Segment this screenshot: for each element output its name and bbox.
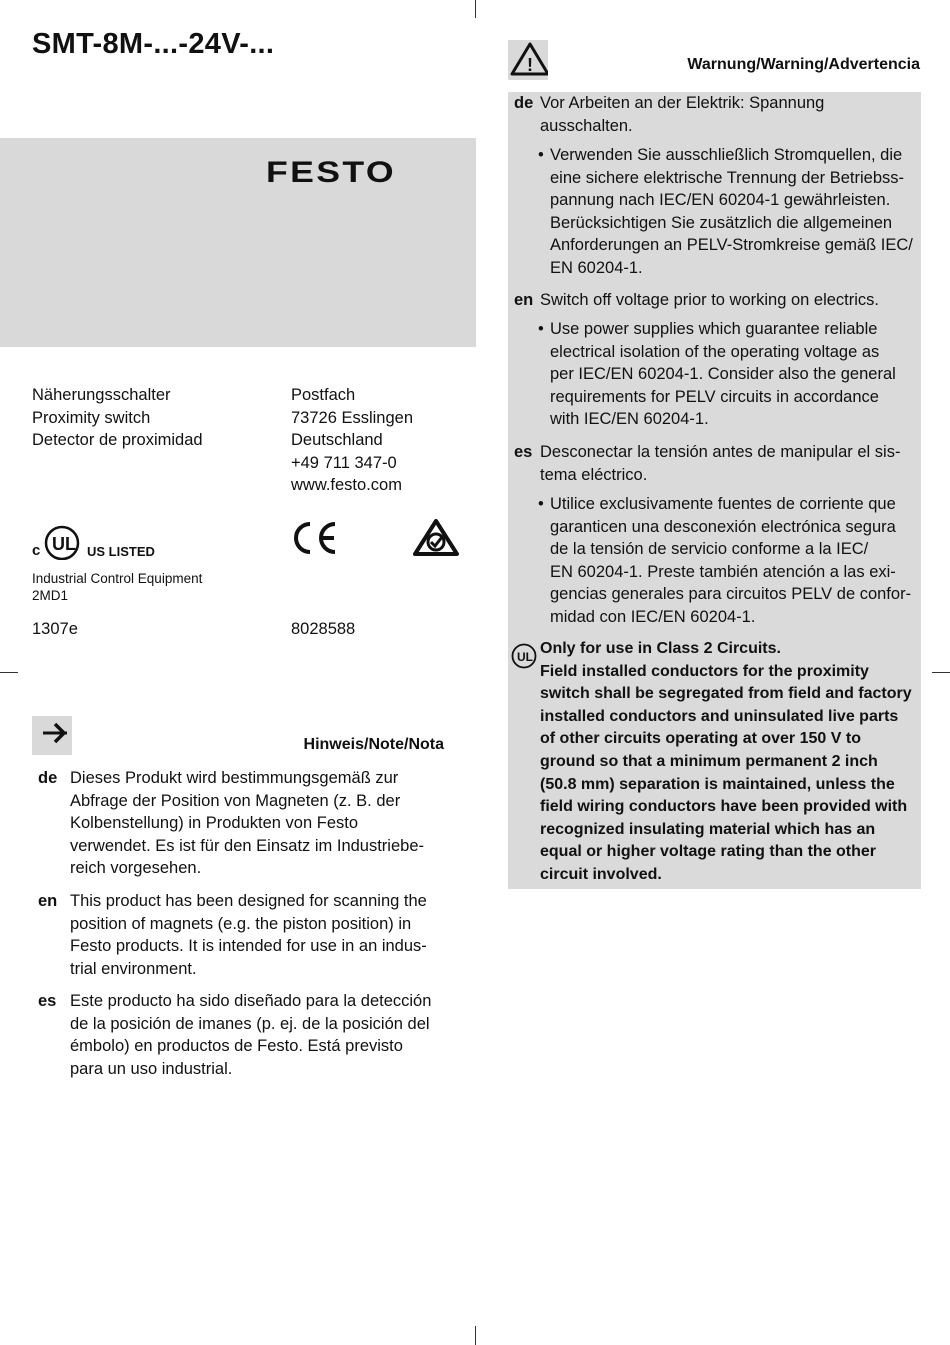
crop-mark-left bbox=[0, 672, 18, 673]
lang-label-en: en bbox=[514, 291, 534, 309]
equipment-category: Industrial Control Equipment bbox=[32, 571, 203, 586]
note-de-line: Kolbenstellung) in Produkten von Festo bbox=[70, 814, 359, 833]
ul-statement-line: Field installed conductors for the proximity bbox=[540, 662, 869, 680]
svg-text:US LISTED: US LISTED bbox=[87, 544, 155, 559]
warning-es-bullet-line: de la tensión de servicio conforme a la IEC/ bbox=[550, 540, 869, 559]
address-line: Postfach bbox=[291, 386, 356, 404]
warning-de-bullet-line: pannung nach IEC/EN 60204-1 gewährleisten. bbox=[550, 191, 891, 210]
warning-es-bullet-line: EN 60204-1. Preste también atención a las exi- bbox=[550, 562, 896, 581]
note-de-line: reich vorgesehen. bbox=[70, 859, 202, 878]
note-en-line: This product has been designed for scanning the bbox=[70, 892, 427, 910]
ul-statement-line: Only for use in Class 2 Circuits. bbox=[540, 640, 781, 657]
cover-band bbox=[0, 138, 476, 347]
crop-mark-top bbox=[475, 0, 476, 18]
doc-number: 8028588 bbox=[291, 620, 356, 638]
note-es-line: para un uso industrial. bbox=[70, 1059, 233, 1078]
svg-text:UL: UL bbox=[52, 534, 76, 554]
warning-de-line: Vor Arbeiten an der Elektrik: Spannung bbox=[540, 94, 825, 112]
ul-statement-line: ground so that a minimum permanent 2 inch bbox=[540, 752, 878, 770]
note-icon-box bbox=[32, 716, 72, 755]
ul-small-icon bbox=[511, 643, 537, 669]
note-de-line: Dieses Produkt wird bestimmungsgemäß zur bbox=[70, 769, 399, 787]
warning-en-bullet-line: with IEC/EN 60204-1. bbox=[550, 410, 709, 429]
note-en-line: Festo products. It is intended for use in an indus- bbox=[70, 937, 427, 956]
warning-icon-box bbox=[508, 40, 548, 80]
ul-statement bbox=[540, 638, 918, 887]
lang-label-es: es bbox=[514, 443, 533, 461]
note-es-line: de la posición de imanes (p. ej. de la posición del bbox=[70, 1014, 430, 1033]
warning-en-bullet-line: electrical isolation of the operating voltage as bbox=[550, 342, 880, 361]
rcm-compliance-icon bbox=[412, 518, 460, 558]
crop-mark-right bbox=[932, 672, 950, 673]
ul-listed-mark bbox=[32, 520, 162, 560]
ul-statement-line: field wiring conductors have been provided with bbox=[540, 798, 908, 816]
address-website: www.festo.com bbox=[291, 476, 402, 494]
arrow-right-icon bbox=[32, 716, 72, 755]
ul-statement-line: switch shall be segregated from field and factory bbox=[540, 685, 912, 703]
ce-mark bbox=[291, 520, 339, 556]
warning-de-bullet-line: EN 60204-1. bbox=[550, 258, 643, 277]
warning-es-bullet-line: midad con IEC/EN 60204-1. bbox=[550, 607, 756, 626]
note-es-line: émbolo) en productos de Festo. Está previsto bbox=[70, 1037, 403, 1056]
warning-de-bullet-line: Verwenden Sie ausschließlich Stromquellen, die bbox=[550, 146, 903, 164]
warning-en-bullet-line: Use power supplies which guarantee reliable bbox=[550, 320, 878, 338]
lang-label-de: de bbox=[514, 94, 534, 112]
ul-statement-line: recognized insulating material which has an bbox=[540, 820, 876, 838]
svg-text:UL: UL bbox=[517, 650, 533, 664]
bullet-marker: • bbox=[538, 320, 544, 338]
equipment-code: 2MD1 bbox=[32, 588, 69, 603]
address-phone: +49 711 347-0 bbox=[291, 454, 397, 472]
ul-statement-line: (50.8 mm) separation is maintained, unless the bbox=[540, 775, 895, 793]
bullet-marker: • bbox=[538, 495, 544, 513]
warning-es-line: tema eléctrico. bbox=[540, 465, 648, 484]
warning-de-bullet-line: Berücksichtigen Sie zusätzlich die allgemeinen bbox=[550, 213, 893, 232]
warning-en-line: Switch off voltage prior to working on electrics. bbox=[540, 291, 880, 309]
ul-statement-line: installed conductors and uninsulated live parts bbox=[540, 707, 899, 725]
note-heading: Hinweis/Note/Nota bbox=[303, 736, 444, 753]
warning-es-line: Desconectar la tensión antes de manipular el sis- bbox=[540, 443, 901, 461]
product-name-de: Näherungsschalter bbox=[32, 386, 171, 404]
address-line: 73726 Esslingen bbox=[291, 409, 414, 427]
product-title: SMT-8M-...-24V-... bbox=[32, 28, 275, 60]
product-name-en: Proximity switch bbox=[32, 409, 151, 427]
lang-label-es: es bbox=[38, 992, 57, 1010]
note-de-line: Abfrage der Position von Magneten (z. B. der bbox=[70, 791, 401, 810]
product-name-es: Detector de proximidad bbox=[32, 431, 203, 449]
warning-en-bullet-line: requirements for PELV circuits in accordance bbox=[550, 387, 879, 406]
crop-mark-bottom bbox=[475, 1326, 476, 1345]
warning-triangle-icon bbox=[508, 40, 548, 80]
warning-es-bullet-line: garanticen una desconexión electrónica segura bbox=[550, 517, 896, 536]
svg-text:!: ! bbox=[527, 55, 533, 75]
warning-es-bullet-line: Utilice exclusivamente fuentes de corriente que bbox=[550, 495, 896, 513]
lang-label-en: en bbox=[38, 892, 58, 910]
warning-heading: Warnung/Warning/Advertencia bbox=[687, 56, 920, 73]
note-es-line: Este producto ha sido diseñado para la detección bbox=[70, 992, 432, 1010]
ul-statement-line: equal or higher voltage rating than the other bbox=[540, 843, 877, 861]
warning-es-bullet-line: gencias generales para circuitos PELV de confor- bbox=[550, 585, 912, 604]
svg-text:c: c bbox=[32, 542, 41, 559]
ul-statement-line: circuit involved. bbox=[540, 865, 662, 883]
bullet-marker: • bbox=[538, 146, 544, 164]
note-en-line: position of magnets (e.g. the piston position) in bbox=[70, 914, 412, 933]
address-line: Deutschland bbox=[291, 431, 383, 449]
warning-en-bullet-line: per IEC/EN 60204-1. Consider also the general bbox=[550, 365, 896, 384]
ul-statement-line: of other circuits operating at over 150 V to bbox=[540, 730, 861, 748]
lang-label-de: de bbox=[38, 769, 58, 787]
svg-text:FESTO: FESTO bbox=[266, 156, 396, 186]
note-en-line: trial environment. bbox=[70, 959, 197, 978]
warning-de-bullet-line: eine sichere elektrische Trennung der Betriebss- bbox=[550, 168, 905, 187]
warning-de-line: ausschalten. bbox=[540, 116, 633, 135]
warning-de-bullet-line: Anforderungen an PELV-Stromkreise gemäß IEC/ bbox=[550, 236, 913, 255]
doc-version: 1307e bbox=[32, 620, 78, 638]
festo-logo bbox=[266, 156, 398, 186]
note-de-line: verwendet. Es ist für den Einsatz im Industriebe- bbox=[70, 836, 424, 855]
